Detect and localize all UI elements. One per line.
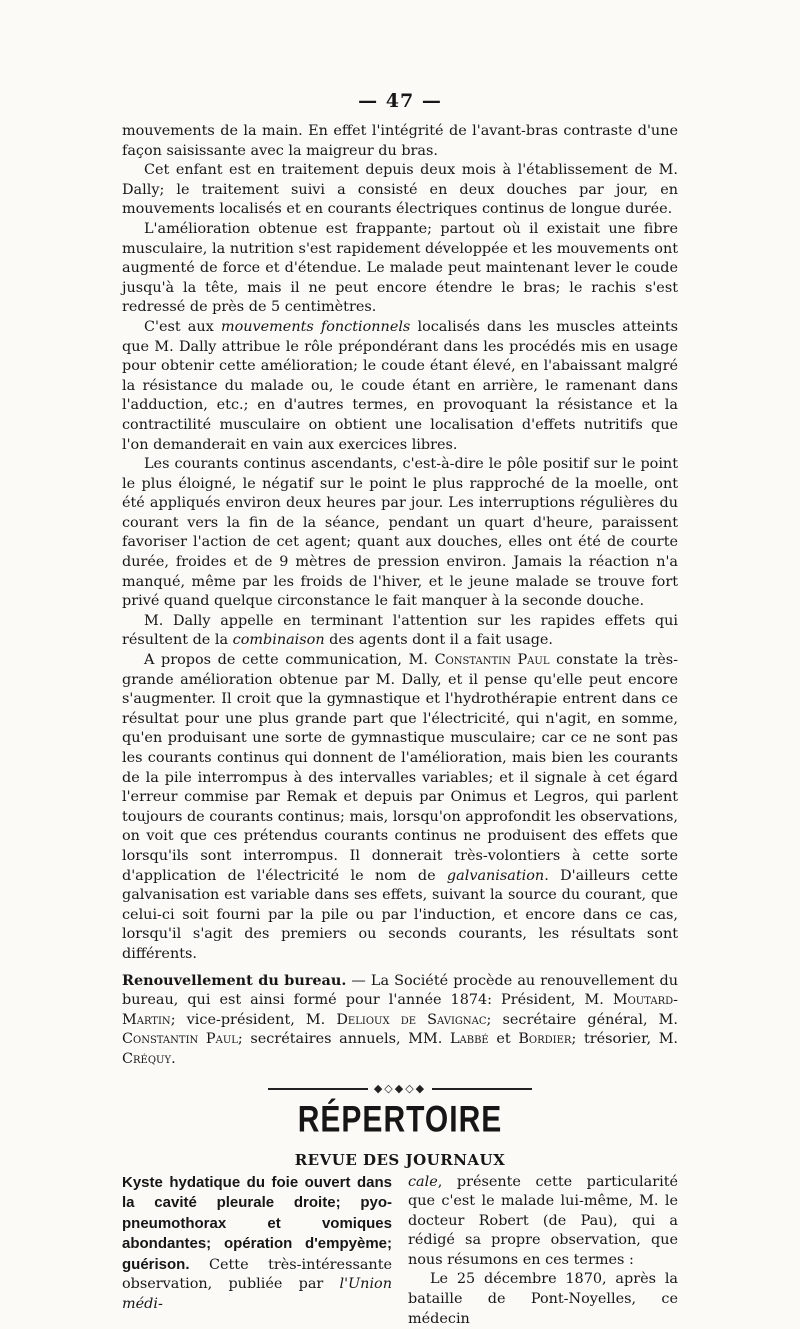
article-paragraph: cale, présente cette particularité que c'est le malade lui-même, M. le docteur Robert (de Pau), qui a rédigé sa propre observation, que nous résumons en ces termes : [408,1173,678,1271]
left-column [122,1173,392,1329]
ornamental-divider: ◆◇◆◇◆ [122,1082,678,1095]
subsection-title: REVUE DES JOURNAUX [122,1151,678,1169]
paragraph-2: Cet enfant est en traitement depuis deux mois à l'établissement de M. Dally; le traitement suivi a consisté en deux douches par jour, en mouvements localisés et en courants électriques continus de longue durée. [122,161,678,220]
paragraph-5: Les courants continus ascendants, c'est-à-dire le pôle positif sur le point le plus éloigné, le négatif sur le point le plus rapproché de la moelle, ont été appliqués environ deux heures par jour. Les interruptions régulières du courant vers la fin de la séance, pendant un quart d'heure, paraissent favoriser l'action de cet agent; quant aux douches, elles ont été de courte durée, froides et de 9 mètres de pression environ. Jamais la réaction n'a manqué, même par les froids de l'hiver, et le jeune malade se trouve fort privé quand quelque circonstance le fait manquer à la seconde douche. [122,455,678,612]
paragraph-1: mouvements de la main. En effet l'intégrité de l'avant-bras contraste d'une façon saisissante avec la maigreur du bras. [122,122,678,161]
emphasis: combinaison [233,632,325,648]
person-name: Constantin Paul [435,652,550,668]
bureau-paragraph: Renouvellement du bureau. — La Société procède au renouvellement du bureau, qui est ainsi formé pour l'année 1874: Président, M. Moutard-Martin; vice-président, M. Delioux de Savignac; secrétaire général, M. Constantin Paul; secrétaires annuels, MM. Labbé et Bordier; trésorier, M. Créquy. [122,971,678,1070]
article-paragraph: Le 25 décembre 1870, après la bataille de Pont-Noyelles, ce médecin [408,1270,678,1329]
article-heading: Kyste hydatique du foie ouvert dans la cavité pleurale droite; pyo-pneumothorax et vomiques abondantes; opération d'empyème; guérison. [122,1174,392,1273]
main-text [122,122,678,1070]
paragraph-7: A propos de cette communication, M. Constantin Paul constate la très-grande amélioration obtenue par M. Dally, et il pense qu'elle peut encore s'augmenter. Il croit que la gymnastique et l'hydrothérapie entrent dans ce résultat pour une plus grande part que l'électricité, qui n'agit, en somme, qu'en produisant une sorte de gymnastique musculaire; car ce ne sont pas les courants continus qui donnent de l'amélioration, mais bien les courants de la pile interrompus à des intervalles variables; et il signale à cet égard l'erreur commise par Remak et depuis par Onimus et Legros, qui parlent toujours de courants continus; mais, lorsqu'on approfondit les observations, on voit que ces prétendus courants continus ne produisent des effets que lorsqu'ils sont interrompus. Il donnerait très-volontiers à cette sorte d'application de l'électricité le nom de galvanisation. D'ailleurs cette galvanisation est variable dans ses effets, suivant la source du courant, que celui-ci soit fourni par la pile ou par l'induction, et encore dans ce cas, lorsqu'il s'agit des premiers ou seconds courants, les résultats sont différents. [122,651,678,965]
paragraph-3: L'amélioration obtenue est frappante; partout où il existait une fibre musculaire, la nutrition s'est rapidement développée et les mouvements ont augmenté de force et d'étendue. Le malade peut maintenant lever le coude jusqu'à la tête, mais il ne peut encore étendre le bras; le rachis s'est redressé de près de 5 centimètres. [122,220,678,318]
paragraph-4: C'est aux mouvements fonctionnels localisés dans les muscles atteints que M. Dally attribue le rôle prépondérant dans les procédés mis en usage pour obtenir cette amélioration; le coude étant élevé, en l'abaissant malgré la résistance du malade ou, le coude étant en arrière, le ramenant dans l'adduction, etc.; en d'autres termes, en provoquant la résistance et la contractilité musculaire on obtient une localisation d'effets nutritifs que l'on demanderait en vain aux exercices libres. [122,318,678,455]
section-title: RÉPERTOIRE [122,1098,678,1141]
emphasis: galvanisation [447,868,544,884]
paragraph-6: M. Dally appelle en terminant l'attention sur les rapides effets qui résultent de la combinaison des agents dont il a fait usage. [122,612,678,651]
article-paragraph: Kyste hydatique du foie ouvert dans la cavité pleurale droite; pyo-pneumothorax et vomiques abondantes; opération d'empyème; guérison. Cette très-intéressante observation, publiée par l'Union médi- [122,1173,392,1315]
emphasis: mouvements fonctionnels [221,319,410,335]
page-number: — 47 — [122,90,678,112]
two-column-text [122,1173,678,1329]
right-column [408,1173,678,1329]
bureau-heading: Renouvellement du bureau. [122,972,346,989]
